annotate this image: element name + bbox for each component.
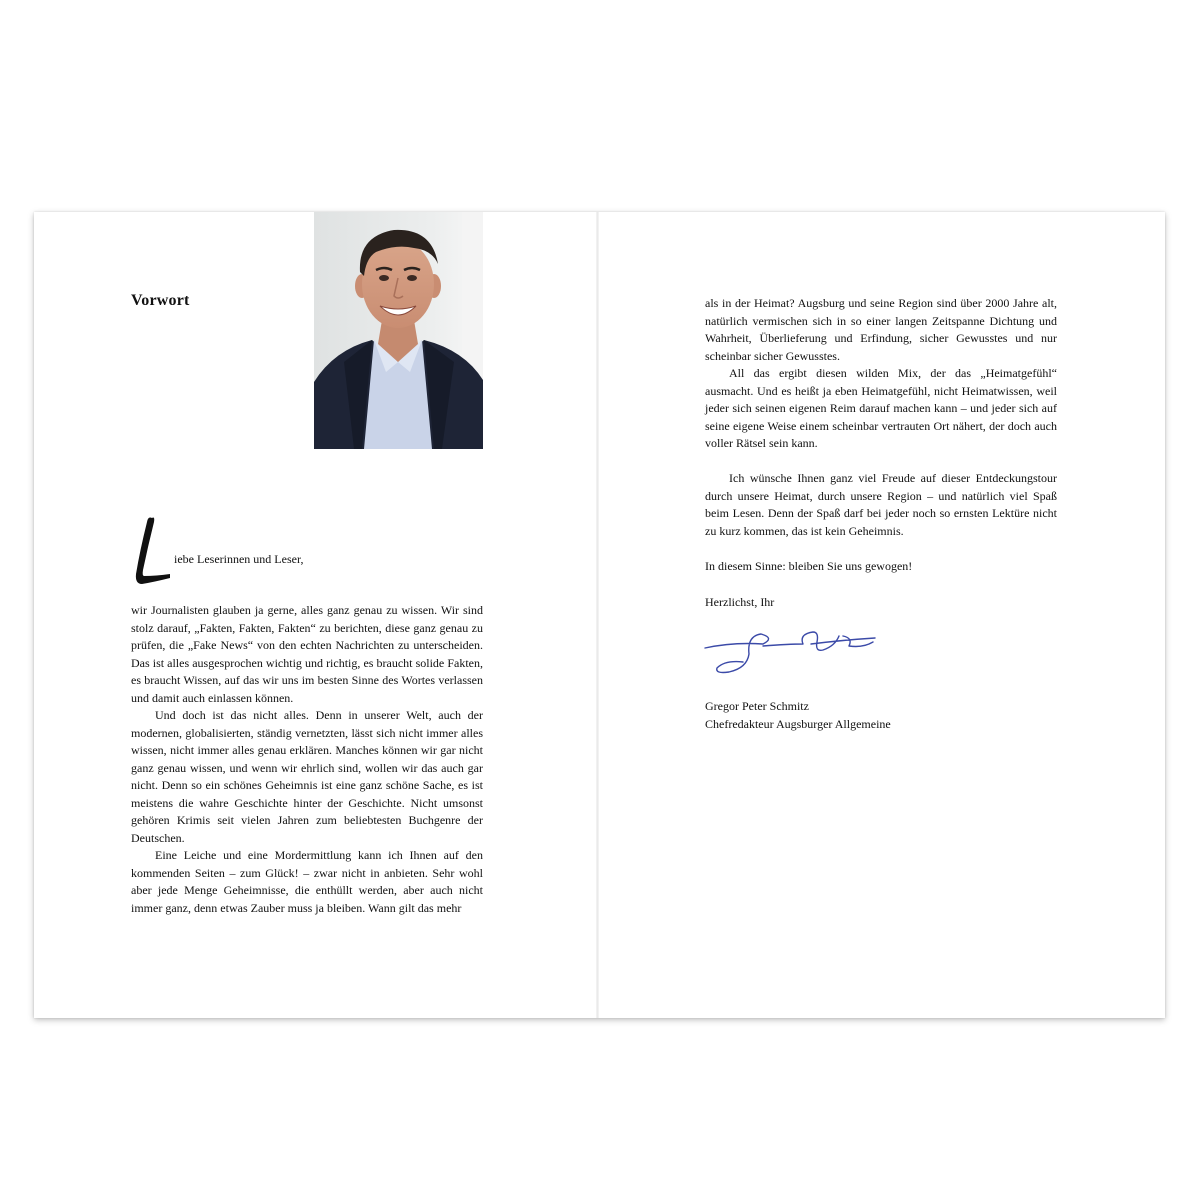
- salutation: iebe Leserinnen und Leser,: [174, 552, 304, 566]
- signer-name: Gregor Peter Schmitz: [705, 699, 809, 713]
- drop-cap-l: [130, 512, 174, 592]
- left-page: [34, 212, 596, 1018]
- handwritten-signature: [703, 624, 883, 684]
- author-portrait: [314, 212, 483, 449]
- paragraph: Eine Leiche und eine Mordermittlung kann ich Ihnen auf den kommenden Seiten – zum Glück! – zwar nicht in anbieten. Sehr wohl aber jede Menge Geheimnisse, die enthüllt werden, aber auch nicht immer ganz, denn etwas Zauber muss ja bleiben. Wann gilt das mehr: [131, 848, 483, 915]
- closing-line: In diesem Sinne: bleiben Sie uns gewogen!: [705, 559, 913, 573]
- book-spread: [34, 212, 1165, 1018]
- left-body-text: [131, 602, 483, 917]
- page-heading: Vorwort: [131, 292, 190, 309]
- paragraph: Ich wünsche Ihnen ganz viel Freude auf dieser Entdeckungstour durch unsere Heimat, durch unsere Region – und natürlich viel Spaß beim Lesen. Denn der Spaß darf bei jeder noch so ernsten Lektüre nicht zu kurz kommen, das ist kein Geheimnis.: [705, 471, 1057, 538]
- greeting: Herzlichst, Ihr: [705, 595, 775, 609]
- paragraph: Und doch ist das nicht alles. Denn in unserer Welt, auch der modernen, globalisierten, ständig vernetzten, lässt sich nicht immer alles wissen, nicht immer alles genau erklären. Manches können wir gar nicht ganz genau wissen, und wenn wir ehrlich sind, wollen wir das auch gar nicht. Denn so ein schönes Geheimnis ist eine ganz schöne Sache, es ist meistens die wahre Geschichte hinter der Geschichte. Nicht umsonst gehören Krimis seit vielen Jahren zum beliebtesten Buchgenre der Deutschen.: [131, 708, 483, 845]
- paragraph: All das ergibt diesen wilden Mix, der das „Heimatgefühl“ ausmacht. Und es heißt ja eben Heimatgefühl, nicht Heimatwissen, weil jeder sich seinen eigenen Reim darauf machen kann – und jeder sich auf seine eigene Weise einem scheinbar vertrauten Ort nähert, der doch auch voller Rätsel sein kann.: [705, 366, 1057, 450]
- paragraph: wir Journalisten glauben ja gerne, alles ganz genau zu wissen. Wir sind stolz darauf, „Fakten, Fakten, Fakten“ zu berichten, diese ganz genau zu prüfen, die „Fake News“ von den echten Nachrichten zu unterscheiden. Das ist alles ausgesprochen wichtig und richtig, es braucht solide Fakten, es braucht Wissen, auf das wir uns im besten Sinne des Wortes verlassen und damit auch einlassen können.: [131, 603, 483, 705]
- svg-text:L: L: [130, 512, 131, 513]
- right-body-text: [705, 295, 1057, 540]
- right-page: [599, 212, 1165, 1018]
- paragraph: als in der Heimat? Augsburg und seine Region sind über 2000 Jahre alt, natürlich vermischen sich in so einer langen Zeitspanne Dichtung und Wahrheit, Überlieferung und Erfindung, sicher Gewusstes und nur scheinbar sicher Gewusstes.: [705, 296, 1057, 363]
- signer-title: Chefredakteur Augsburger Allgemeine: [705, 717, 891, 731]
